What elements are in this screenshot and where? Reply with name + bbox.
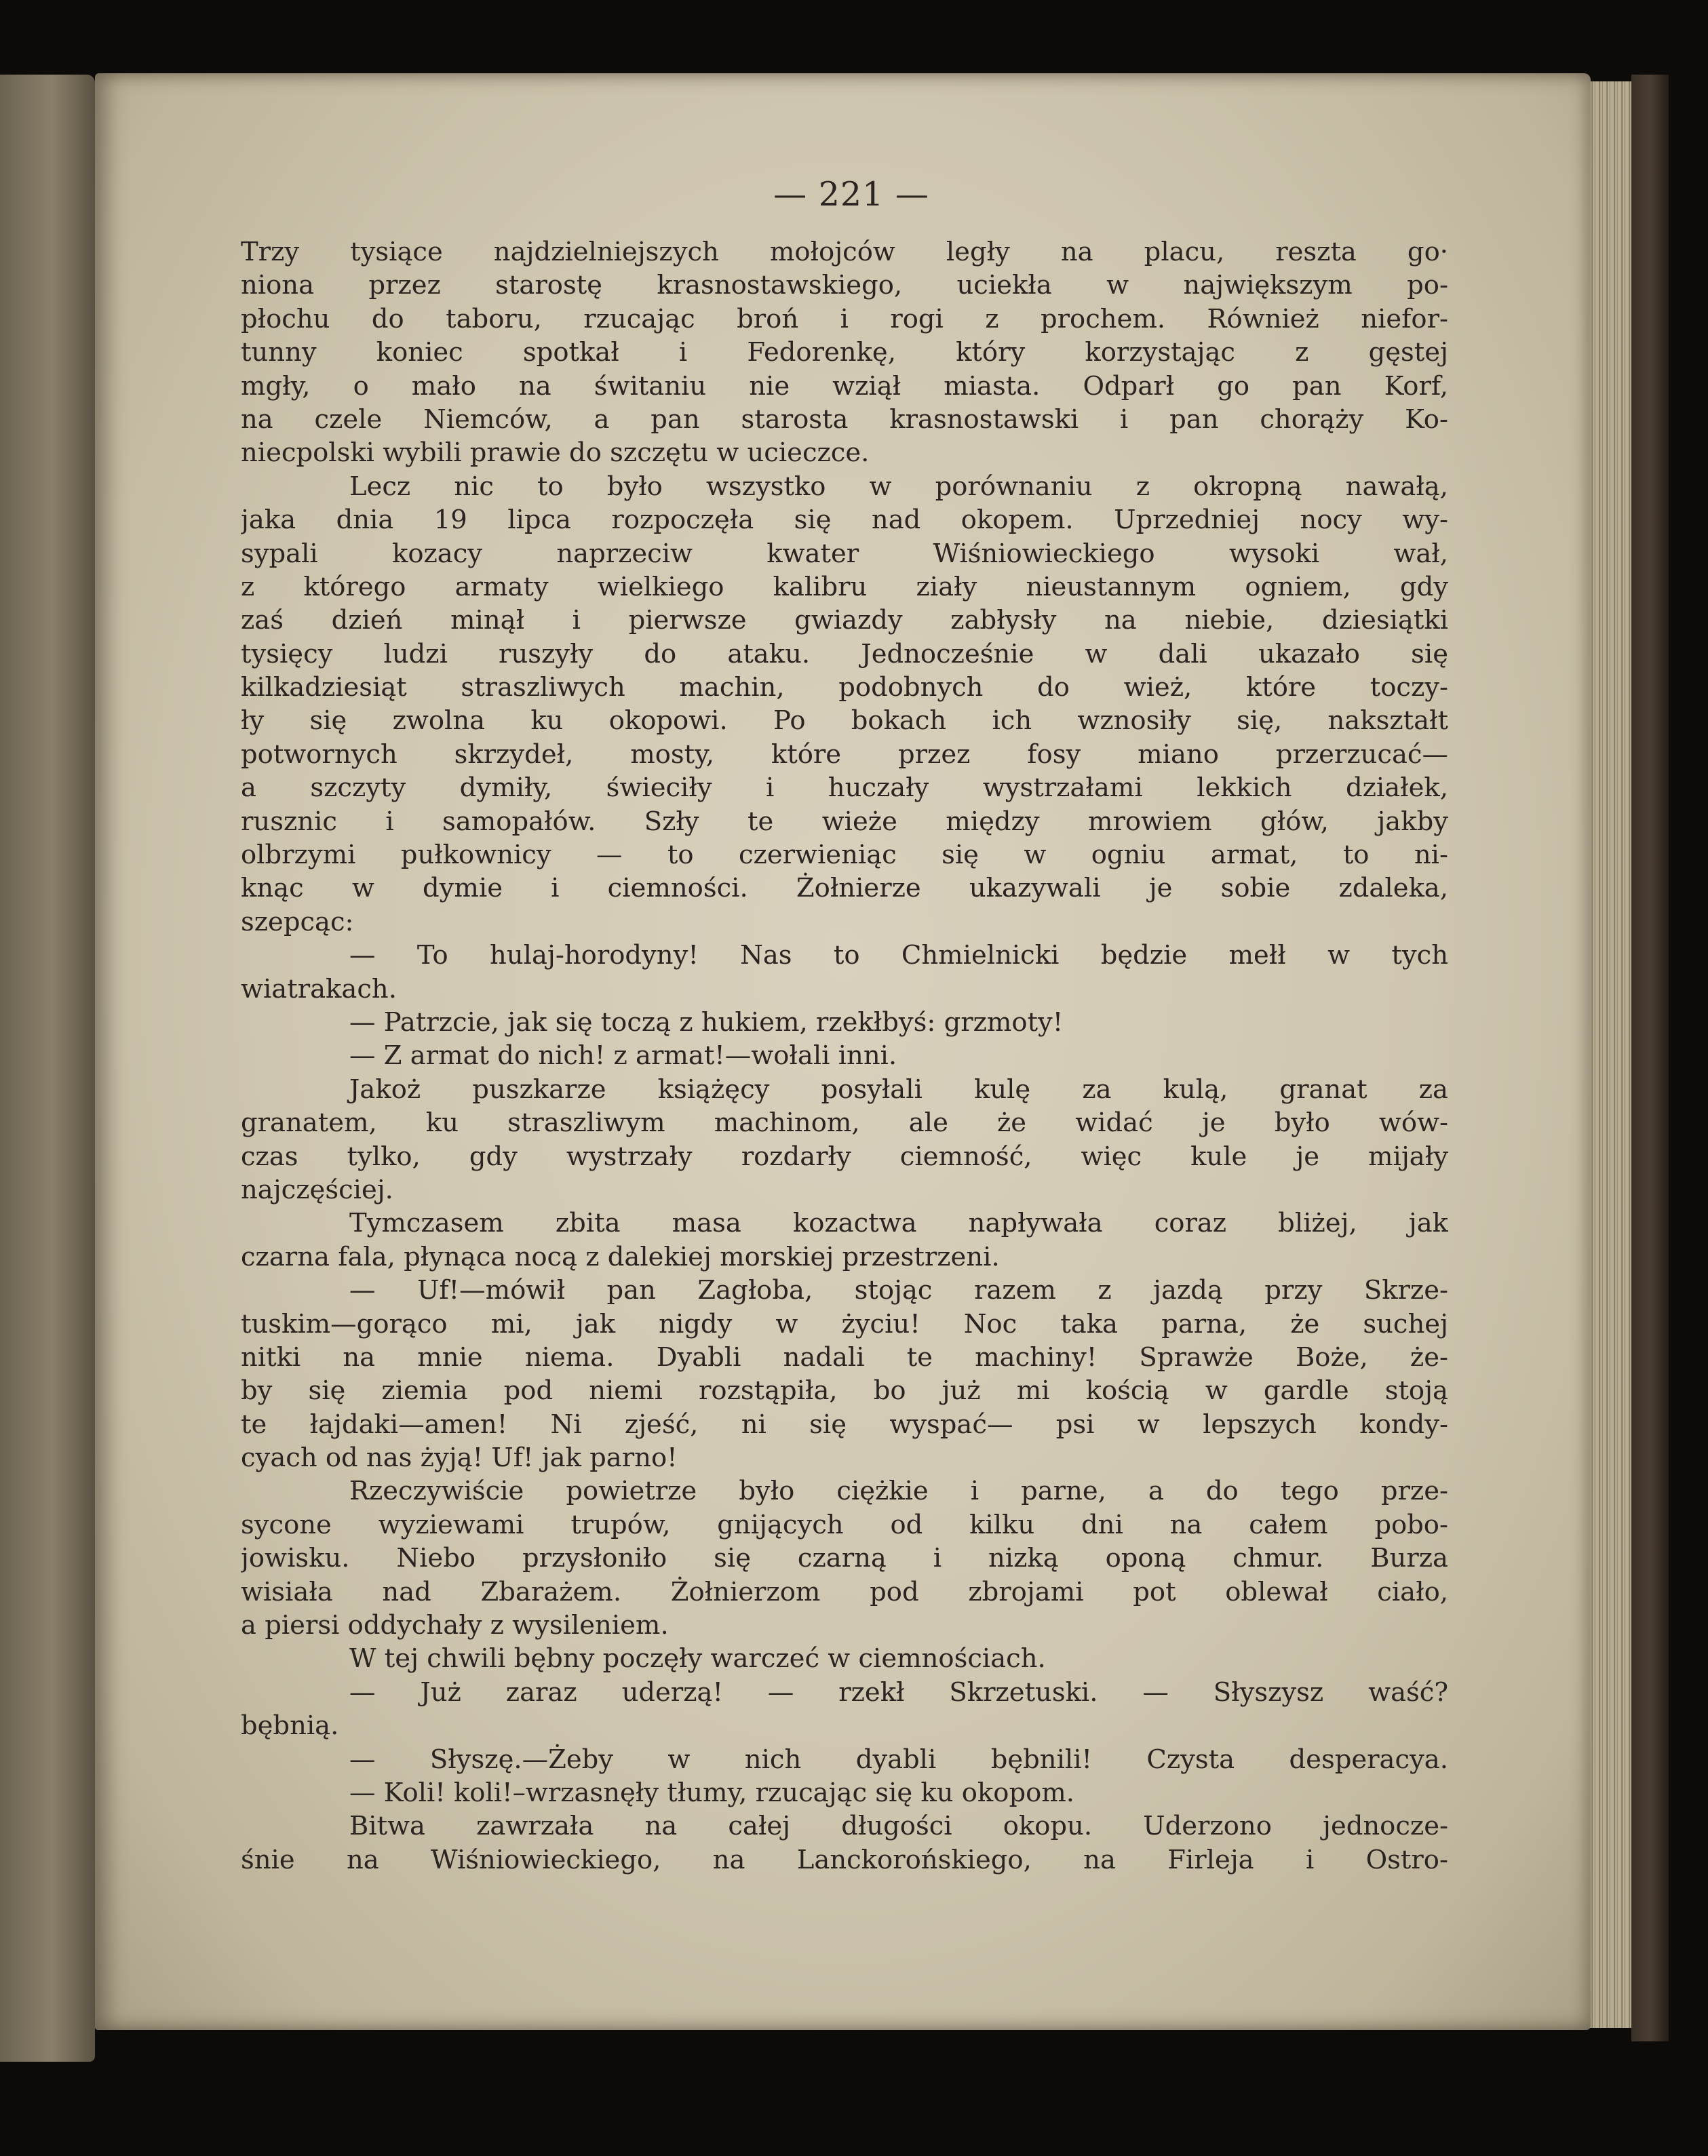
book-cover-edge	[1631, 75, 1669, 2041]
text-line: czas tylko, gdy wystrzały rozdarły ciemność, więc kule je mijały	[241, 1141, 1448, 1172]
text-line: Rzeczywiście powietrze było ciężkie i parne, a do tego prze-	[349, 1476, 1448, 1507]
text-line: granatem, ku straszliwym machinom, ale że widać je było wów-	[241, 1108, 1448, 1139]
text-line: szepcąc:	[241, 906, 354, 937]
text-line: — Koli! koli!–wrzasnęły tłumy, rzucając się ku okopom.	[349, 1777, 1075, 1808]
text-line: cyach od nas żyją! Uf! jak parno!	[241, 1443, 678, 1474]
text-line: jowisku. Niebo przysłoniło się czarną i nizką oponą chmur. Burza	[241, 1543, 1448, 1574]
text-line: śnie na Wiśniowieckiego, na Lanckorońskiego, na Firleja i Ostro-	[241, 1844, 1448, 1875]
text-line: wiatrakach.	[241, 973, 397, 1004]
text-line: tysięcy ludzi ruszyły do ataku. Jednocześnie w dali ukazało się	[241, 638, 1448, 669]
body-text	[241, 235, 1448, 1877]
page-number: — 221 —	[773, 175, 929, 214]
text-line: potwornych skrzydeł, mosty, które przez fosy miano przerzucać—	[241, 739, 1448, 770]
text-line: tuskim—gorąco mi, jak nigdy w życiu! Noc taka parna, że suchej	[241, 1308, 1448, 1339]
text-line: olbrzymi pułkownicy — to czerwieniąc się w ogniu armat, to ni-	[241, 840, 1448, 871]
text-line: najczęściej.	[241, 1174, 393, 1205]
text-line: te łajdaki—amen! Ni zjeść, ni się wyspać— psi w lepszych kondy-	[241, 1409, 1448, 1440]
text-line: wisiała nad Zbarażem. Żołnierzom pod zbrojami pot oblewał ciało,	[241, 1576, 1448, 1607]
text-line: na czele Niemców, a pan starosta krasnostawski i pan chorąży Ko-	[241, 404, 1448, 435]
text-line: niona przez starostę krasnostawskiego, uciekła w największym po-	[241, 270, 1448, 301]
text-line: — Słyszę.—Żeby w nich dyabli bębnili! Czysta desperacya.	[349, 1744, 1448, 1775]
text-line: Trzy tysiące najdzielniejszych mołojców legły na placu, reszta go·	[241, 237, 1448, 267]
text-line: — Z armat do nich! z armat!—wołali inni.	[349, 1040, 897, 1072]
left-page-edge	[0, 75, 95, 2062]
text-line: — Patrzcie, jak się toczą z hukiem, rzekłbyś: grzmoty!	[349, 1006, 1064, 1038]
text-line: Lecz nic to było wszystko w porównaniu z okropną nawałą,	[349, 471, 1448, 502]
text-line: niecpolski wybili prawie do szczętu w ucieczce.	[241, 437, 870, 469]
text-line: Jakoż puszkarze książęcy posyłali kulę za kulą, granat za	[349, 1074, 1448, 1105]
text-line: — Uf!—mówił pan Zagłoba, stojąc razem z jazdą przy Skrze-	[349, 1275, 1448, 1306]
text-line: nitki na mnie niema. Dyabli nadali te machiny! Sprawże Boże, że-	[241, 1341, 1448, 1373]
text-line: ły się zwolna ku okopowi. Po bokach ich wznosiły się, nakształt	[241, 705, 1448, 737]
text-line: płochu do taboru, rzucając broń i rogi z prochem. Również niefor-	[241, 303, 1448, 334]
text-line: kilkadziesiąt straszliwych machin, podobnych do wież, które toczy-	[241, 672, 1448, 703]
text-line: — Już zaraz uderzą! — rzekł Skrzetuski. — Słyszysz waść?	[349, 1677, 1448, 1708]
text-line: mgły, o mało na świtaniu nie wziął miasta. Odparł go pan Korf,	[241, 370, 1448, 401]
text-line: W tej chwili bębny poczęły warczeć w ciemnościach.	[349, 1643, 1046, 1674]
text-line: sypali kozacy naprzeciw kwater Wiśniowieckiego wysoki wał,	[241, 538, 1448, 569]
text-line: sycone wyziewami trupów, gnijących od kilku dni na całem pobo-	[241, 1509, 1448, 1540]
text-line: jaka dnia 19 lipca rozpoczęła się nad okopem. Uprzedniej nocy wy-	[241, 505, 1448, 536]
text-line: tunny koniec spotkał i Fedorenkę, który korzystając z gęstej	[241, 337, 1448, 368]
text-line: Tymczasem zbita masa kozactwa napływała coraz bliżej, jak	[349, 1208, 1448, 1239]
text-line: knąc w dymie i ciemności. Żołnierze ukazywali je sobie zdaleka,	[241, 873, 1448, 904]
text-line: Bitwa zawrzała na całej długości okopu. Uderzono jednocze-	[349, 1811, 1448, 1842]
text-line: czarna fala, płynąca nocą z dalekiej morskiej przestrzeni.	[241, 1241, 1000, 1272]
text-line: rusznic i samopałów. Szły te wieże między mrowiem głów, jakby	[241, 806, 1448, 837]
text-line: z którego armaty wielkiego kalibru ziały nieustannym ogniem, gdy	[241, 571, 1448, 602]
text-line: by się ziemia pod niemi rozstąpiła, bo już mi kością w gardle stoją	[241, 1375, 1448, 1407]
text-line: — To hulaj-horodyny! Nas to Chmielnicki będzie mełł w tych	[349, 940, 1448, 971]
text-line: bębnią.	[241, 1710, 339, 1742]
text-line: zaś dzień minął i pierwsze gwiazdy zabłysły na niebie, dziesiątki	[241, 605, 1448, 636]
text-line: a szczyty dymiły, świeciły i huczały wystrzałami lekkich działek,	[241, 772, 1448, 804]
text-line: a piersi oddychały z wysileniem.	[241, 1610, 669, 1641]
